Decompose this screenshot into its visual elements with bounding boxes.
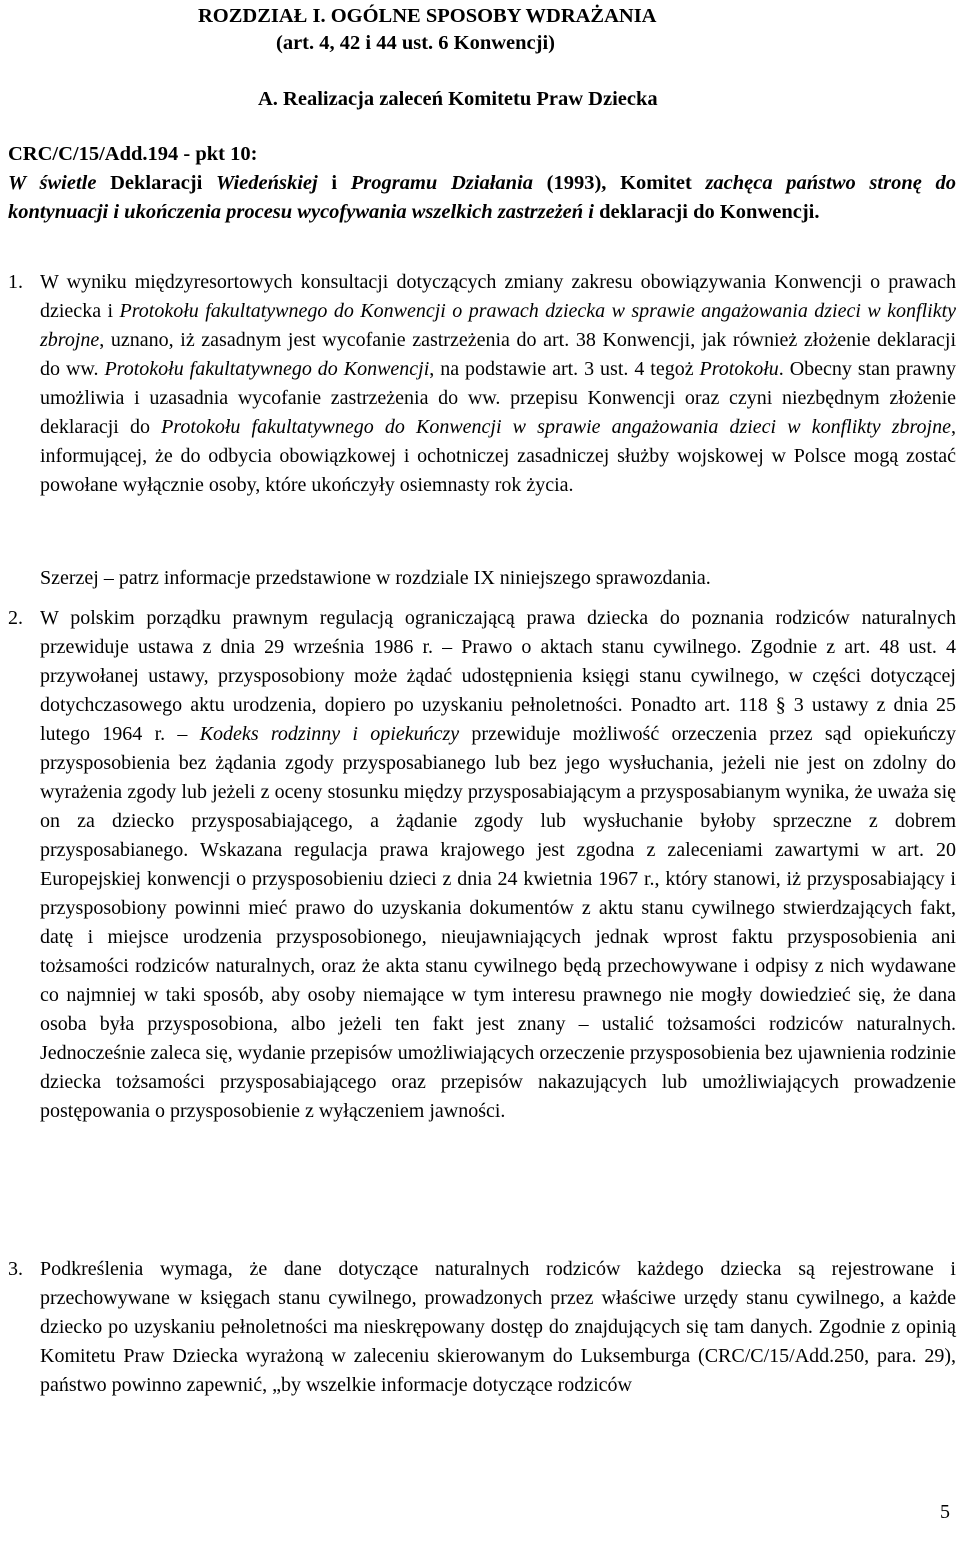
recommendation-text: (1993), Komitet: [532, 172, 706, 194]
paragraph-text: W wyniku międzyresortowych konsultacji dotyczących zmiany zakresu obowiązywania Konwencji o prawach dziecka i: [40, 271, 956, 322]
paragraph-text: , na podstawie art. 3 ust. 4 tegoż: [429, 358, 700, 380]
paragraph-text-italic: Protokołu fakultatywnego do Konwencji w sprawie angażowania dzieci w konflikty zbrojne: [161, 416, 951, 438]
paragraph-text: , informującej, że do odbycia obowiązkowej i ochotniczej zasadniczej służby wojskowej w Polsce mogą zostać powołane wyłącznie osoby, które ukończyły osiemnasty rok życia.: [40, 416, 956, 496]
chapter-articles: (art. 4, 42 i 44 ust. 6 Konwencji): [276, 32, 556, 54]
paragraph-text-italic: Protokołu fakultatywnego do Konwencji o prawach dziecka w sprawie angażowania dzieci w konflikty zbrojne: [40, 300, 957, 351]
paragraph-text: Podkreślenia wymaga, że dane dotyczące naturalnych rodziców każdego dziecka są rejestrowane i przechowywane w księgach stanu cywilnego, prowadzonych przez właściwe urzędy stanu cywilnego, a każde dziecko po uzyskaniu pełnoletności ma nieskrępowany dostęp do znajdujących się tam danych. Zgodnie z opinią Komitetu Praw Dziecka wyrażoną w zaleceniu skierowanym do Luksemburga (CRC/C/15/Add.250, para. 29), państwo powinno zapewnić, „by wszelkie informacje dotyczące rodziców: [40, 1258, 956, 1396]
page-number: 5: [940, 1501, 950, 1523]
reference-note: Szerzej – patrz informacje przedstawione w rozdziale IX niniejszego sprawozdania.: [40, 567, 711, 589]
paragraph-2: [8, 604, 957, 1126]
paragraph-text: W polskim porządku prawnym regulacją ograniczającą prawa dziecka do poznania rodziców naturalnych przewiduje ustawa z dnia 29 września 1986 r. – Prawo o aktach stanu cywilnego. Zgodnie z art. 48 ust. 4 przywołanej ustawy, przysposobiony może żądać udostępnienia księgi stanu cywilnego, w części dotyczącej dotychczasowego aktu urodzenia, dopiero po uzyskaniu pełnoletności. Ponadto art. 118 § 3 ustawy z dnia 25 lutego 1964 r. –: [40, 607, 956, 745]
paragraph-number: 3.: [8, 1258, 23, 1280]
recommendation-text-italic: Wiedeńskiej: [215, 172, 318, 194]
recommendation-text-italic: zachęca państwo stronę do kontynuacji i ukończenia procesu wycofywania wszelkich zastrzeżeń i: [8, 172, 956, 223]
paragraph-3: [8, 1255, 956, 1400]
paragraph-text: przewiduje możliwość orzeczenia przez sąd opiekuńczy przysposobienia bez żądania zgody przysposabianego lub bez jego wysłuchania, jeżeli nie jest on zdolny do wyrażenia zgody lub jeżeli z oceny stosunku między przysposabiającym a przysposabianym wynika, że uważa się on za dziecko przysposabiającego, a żądanie zgody lub wysłuchanie byłoby sprzeczne z dobrem przysposabianego. Wskazana regulacja prawa krajowego jest zgodna z zaleceniami zawartymi w art. 20 Europejskiej konwencji o przysposobieniu dzieci z dnia 24 kwietnia 1967 r., który stanowi, iż przysposabiający i przysposobiony powinni mieć prawo do uzyskania dokumentów z aktu stanu cywilnego stwierdzających fakt, datę i miejsce urodzenia przysposobionego, nieujawniających jednak wprost faktu przysposobienia ani tożsamości rodziców naturalnych, oraz że akta stanu cywilnego będą przechowywane i odpisy z nich wydawane co najmniej w taki sposób, aby osoby niemające w tym interesu prawnego nie mogły dowiedzieć się, że dana osoba była przysposobiona, albo jeżeli ten fakt jest znany – ustalić tożsamości rodziców naturalnych. Jednocześnie zaleca się, wydanie przepisów umożliwiających orzeczenie przysposobienia bez ujawnienia rodzinie dziecka tożsamości przysposabiającego oraz przepisów nakazujących lub umożliwiających prowadzenie postępowania o przysposobienie z wyłączeniem jawności.: [40, 723, 957, 1122]
recommendation-text-italic: Programu Działania: [350, 172, 533, 194]
committee-recommendation: [8, 140, 956, 227]
paragraph-text-italic: Protokołu: [699, 358, 779, 380]
paragraph-text-italic: Kodeks rodzinny i opiekuńczy: [199, 723, 460, 745]
recommendation-text-italic: W świetle: [8, 172, 97, 194]
recommendation-text: Deklaracji: [96, 172, 216, 194]
paragraph-text: . Obecny stan prawny umożliwia i uzasadnia wycofanie zastrzeżenia do ww. przepisu Konwencji oraz czyni niezbędnym złożenie deklaracji do: [40, 358, 956, 438]
paragraph-text: , uznano, iż zasadnym jest wycofanie zastrzeżenia do art. 38 Konwencji, jak również złożenie deklaracji do ww.: [40, 329, 956, 380]
paragraph-number: 2.: [8, 607, 23, 629]
recommendation-reference: CRC/C/15/Add.194 - pkt 10:: [8, 143, 258, 165]
recommendation-text: i: [317, 172, 351, 194]
recommendation-text: deklaracji do Konwencji.: [594, 201, 820, 223]
paragraph-number: 1.: [8, 271, 23, 293]
paragraph-text-italic: Protokołu fakultatywnego do Konwencji: [104, 358, 430, 380]
document-page: [8, 0, 956, 1541]
section-title: A. Realizacja zaleceń Komitetu Praw Dziecka: [258, 88, 658, 110]
paragraph-1: [8, 268, 957, 500]
chapter-title: ROZDZIAŁ I. OGÓLNE SPOSOBY WDRAŻANIA: [198, 5, 657, 27]
